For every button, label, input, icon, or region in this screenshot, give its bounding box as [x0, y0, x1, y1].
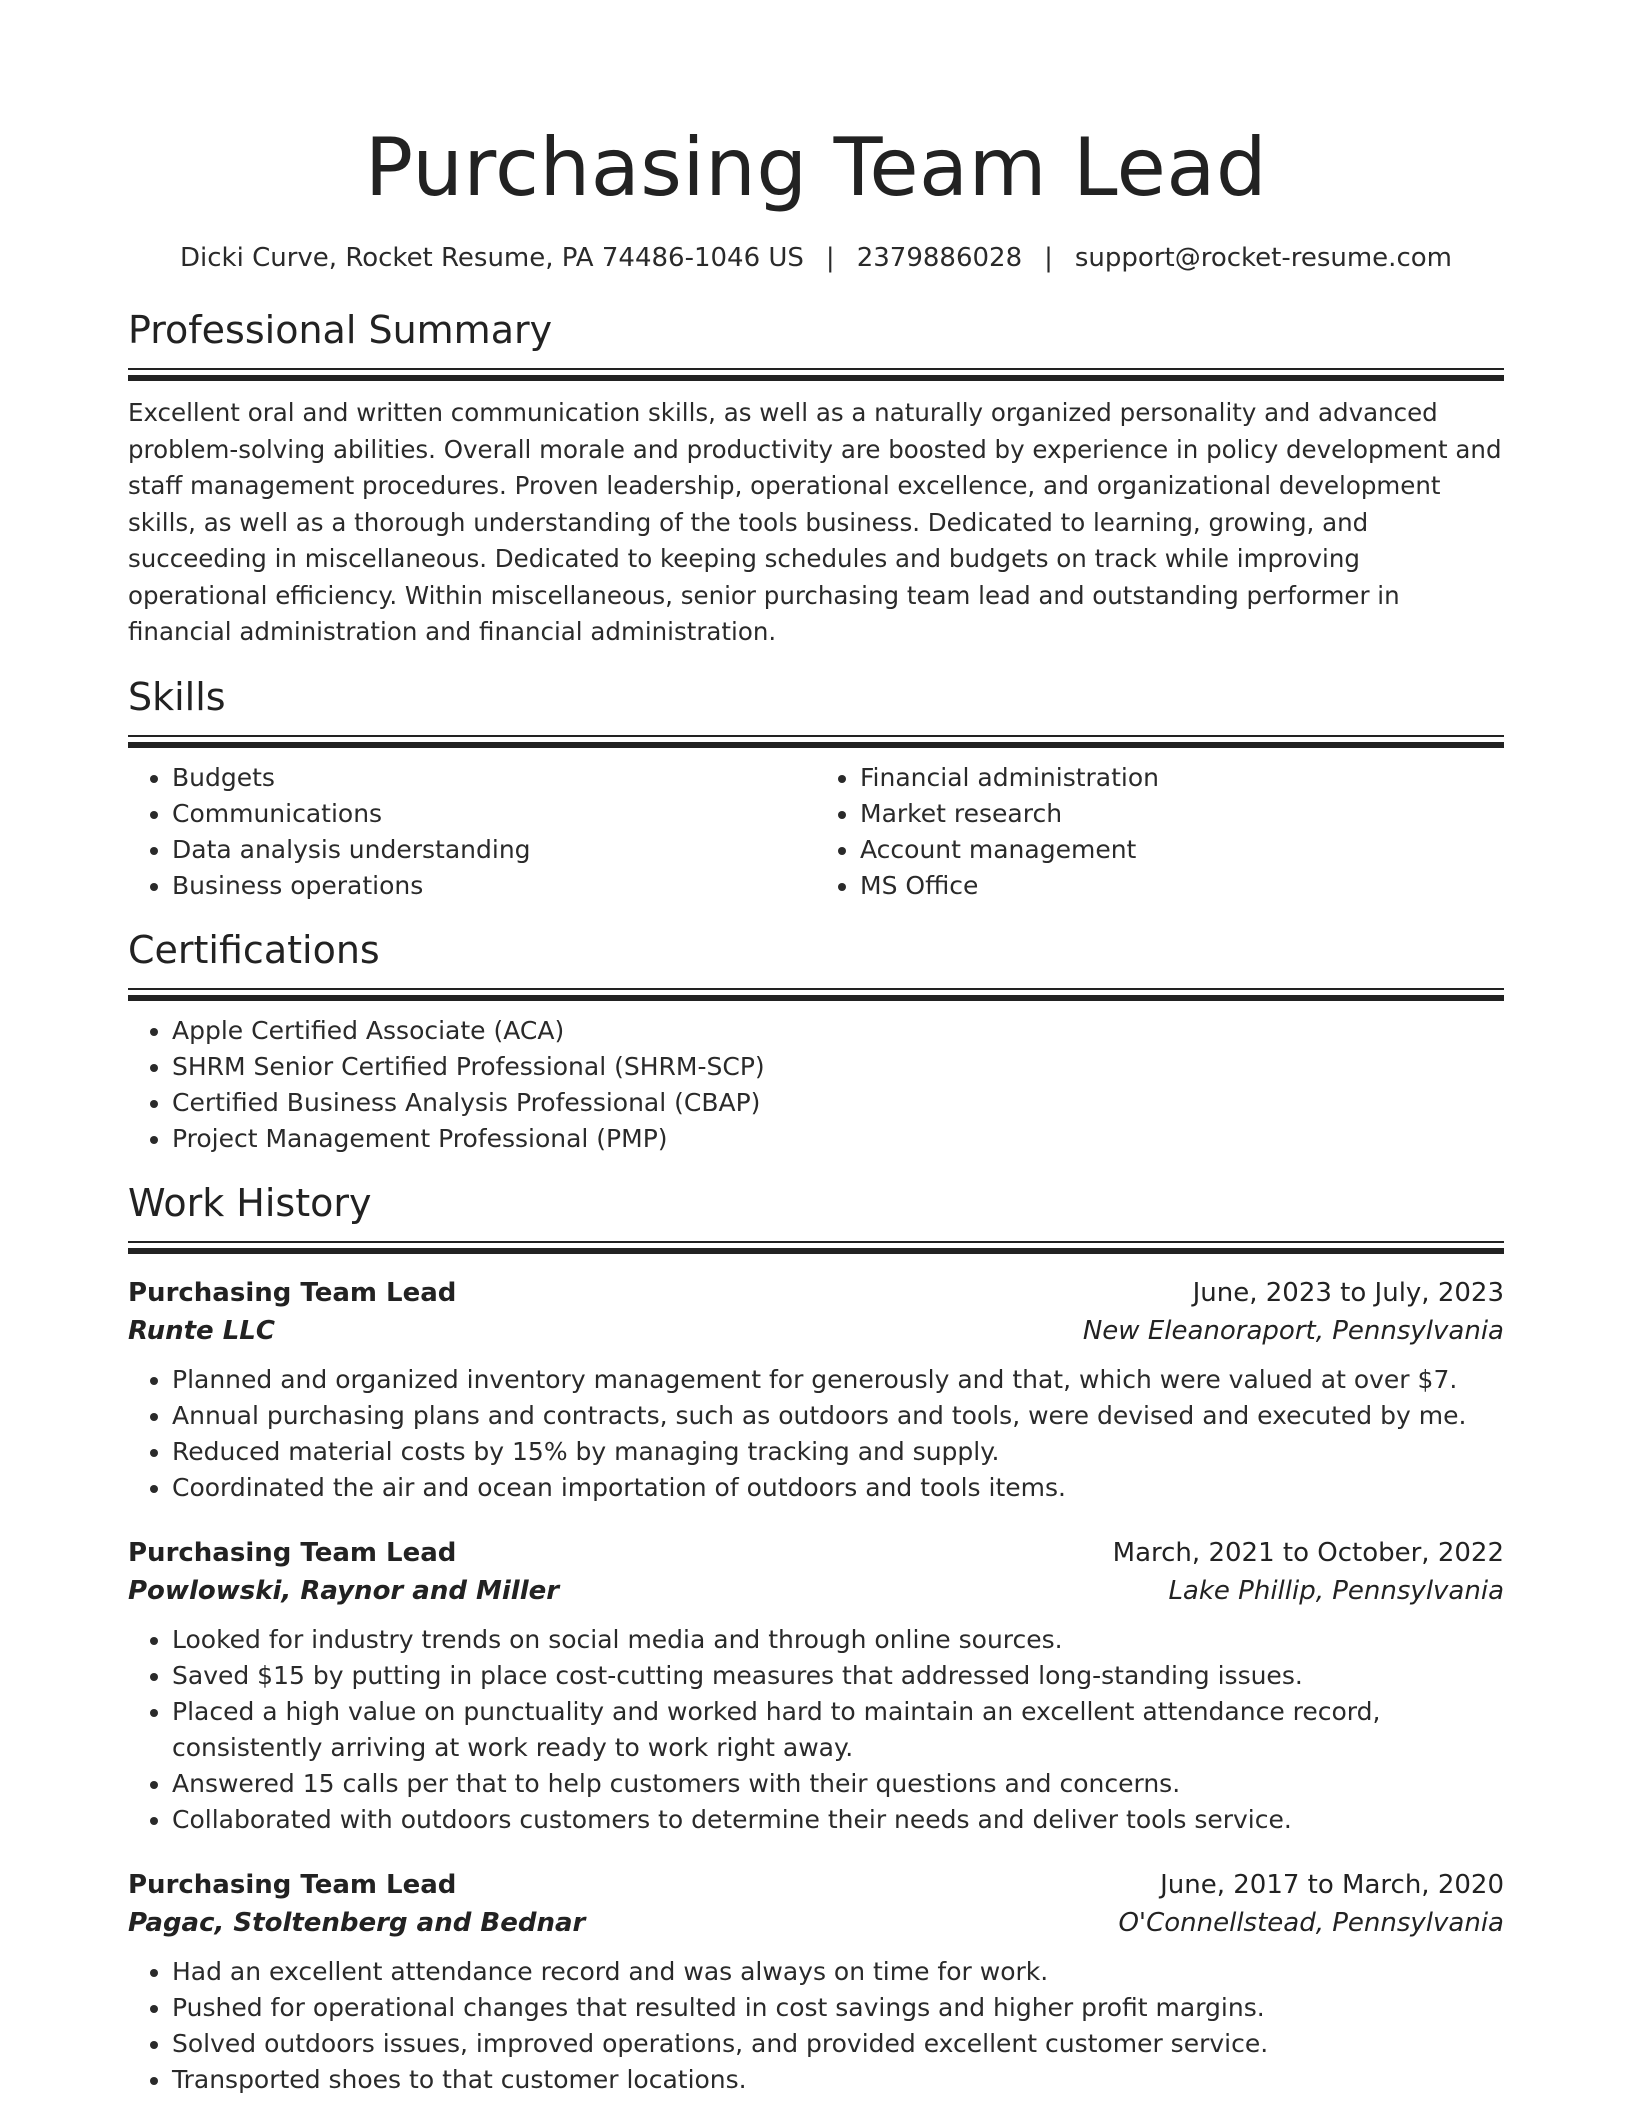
job-location: O'Connellstead, Pennsylvania [1118, 1907, 1504, 1938]
job-header-row [128, 1534, 1504, 1572]
skill-item: • Financial administration [860, 760, 1504, 796]
contact-email: support@rocket-resume.com [1074, 243, 1452, 273]
job-company-row [128, 1904, 1504, 1942]
summary-heading: Professional Summary [128, 308, 553, 352]
contact-address: Dicki Curve, Rocket Resume, PA 74486-1046 US [180, 243, 804, 273]
contact-phone: 2379886028 [856, 243, 1023, 273]
job-bullet: • Answered 15 calls per that to help customers with their questions and concerns. [172, 1766, 1504, 1802]
job-bullet: • Pushed for operational changes that resulted in cost savings and higher profit margins. [172, 1990, 1504, 2026]
job-entry [128, 1534, 1504, 1838]
skill-item: • Account management [860, 832, 1504, 868]
resume-title: Purchasing Team Lead [364, 121, 1268, 214]
section-rule-thick [128, 375, 1504, 381]
job-company-row [128, 1312, 1504, 1350]
job-bullet: • Looked for industry trends on social media and through online sources. [172, 1622, 1504, 1658]
skills-section [128, 673, 1504, 904]
job-bullet: • Coordinated the air and ocean importation of outdoors and tools items. [172, 1470, 1504, 1506]
skills-heading: Skills [128, 674, 226, 719]
job-bullet: • Saved $15 by putting in place cost-cutting measures that addressed long-standing issues. [172, 1658, 1504, 1694]
job-title: Purchasing Team Lead [128, 1537, 457, 1568]
job-bullet: • Reduced material costs by 15% by managing tracking and supply. [172, 1434, 1504, 1470]
job-company: Pagac, Stoltenberg and Bednar [128, 1907, 586, 1938]
job-bullet: • Solved outdoors issues, improved operations, and provided excellent customer service. [172, 2026, 1504, 2062]
certifications-heading: Certifications [128, 927, 380, 972]
work-history-section [128, 1179, 1504, 2098]
job-bullet: • Had an excellent attendance record and was always on time for work. [172, 1954, 1504, 1990]
skill-item: • Business operations [172, 868, 816, 904]
section-rule-thick [128, 1248, 1504, 1254]
certification-item: • SHRM Senior Certified Professional (SHRM-SCP) [172, 1049, 1504, 1085]
certification-item: • Certified Business Analysis Professional (CBAP) [172, 1085, 1504, 1121]
job-title: Purchasing Team Lead [128, 1277, 457, 1308]
job-bullets [128, 1954, 1504, 2098]
contact-separator: | [1044, 243, 1053, 273]
job-location: New Eleanoraport, Pennsylvania [1082, 1315, 1504, 1346]
certification-item: • Project Management Professional (PMP) [172, 1121, 1504, 1157]
job-company: Powlowski, Raynor and Miller [128, 1575, 560, 1606]
job-dates: June, 2023 to July, 2023 [1192, 1277, 1504, 1308]
section-rule [128, 1241, 1504, 1243]
job-company-row [128, 1572, 1504, 1610]
certifications-list [128, 1013, 1504, 1157]
certifications-section [128, 926, 1504, 1157]
job-bullet: • Placed a high value on punctuality and worked hard to maintain an excellent attendance record, consistently arriving at work ready to work right away. [172, 1694, 1504, 1766]
job-bullet: • Collaborated with outdoors customers to determine their needs and deliver tools service. [172, 1802, 1504, 1838]
skill-item: • Data analysis understanding [172, 832, 816, 868]
resume-page [128, 0, 1504, 2098]
job-title: Purchasing Team Lead [128, 1869, 457, 1900]
section-rule [128, 368, 1504, 370]
skill-item: • Budgets [172, 760, 816, 796]
job-header-row [128, 1866, 1504, 1904]
skill-item: • Communications [172, 796, 816, 832]
section-rule [128, 735, 1504, 737]
section-rule-thick [128, 995, 1504, 1001]
contact-line [128, 240, 1504, 276]
job-bullets [128, 1622, 1504, 1838]
job-bullets [128, 1362, 1504, 1506]
job-bullet: • Planned and organized inventory management for generously and that, which were valued at over $7. [172, 1362, 1504, 1398]
certification-item: • Apple Certified Associate (ACA) [172, 1013, 1504, 1049]
job-bullet: • Annual purchasing plans and contracts, such as outdoors and tools, were devised and executed by me. [172, 1398, 1504, 1434]
summary-text: Excellent oral and written communication skills, as well as a naturally organized personality and advanced problem-solving abilities. Overall morale and productivity are boosted by experience in policy development and staff management procedures. Proven leadership, operational excellence, and organizational development skills, as well as a thorough understanding of the tools business. Dedicated to learning, growing, and succeeding in miscellaneous. Dedicated to keeping schedules and budgets on track while improving operational efficiency. Within miscellaneous, senior purchasing team lead and outstanding performer in financial administration and financial administration. [128, 398, 1502, 646]
skills-grid [128, 748, 1504, 904]
skills-list-left [128, 760, 816, 904]
job-company: Runte LLC [128, 1315, 275, 1346]
job-entry [128, 1274, 1504, 1506]
job-dates: June, 2017 to March, 2020 [1160, 1869, 1504, 1900]
job-entry [128, 1866, 1504, 2098]
job-dates: March, 2021 to October, 2022 [1112, 1537, 1504, 1568]
summary-section [128, 306, 1504, 651]
section-rule [128, 988, 1504, 990]
job-header-row [128, 1274, 1504, 1312]
skills-list-right [816, 760, 1504, 904]
skill-item: • MS Office [860, 868, 1504, 904]
job-bullet: • Transported shoes to that customer locations. [172, 2062, 1504, 2098]
work-history-heading: Work History [128, 1180, 372, 1225]
contact-separator: | [825, 243, 835, 273]
job-location: Lake Phillip, Pennsylvania [1168, 1575, 1504, 1606]
skill-item: • Market research [860, 796, 1504, 832]
